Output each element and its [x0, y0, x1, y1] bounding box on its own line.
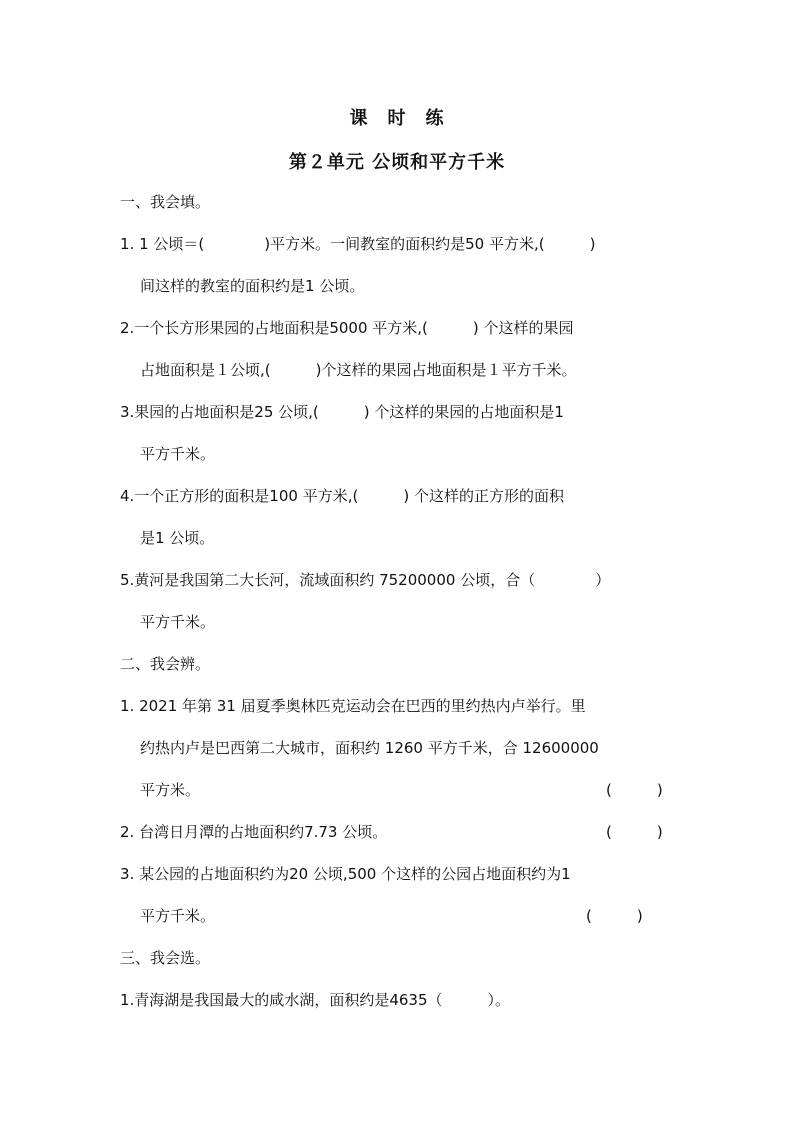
- s3-q1-line1: 1.青海湖是我国最大的咸水湖，面积约是4635（ ）。: [120, 991, 510, 1009]
- s2-q1-line2: 约热内卢是巴西第二大城市，面积约 1260 平方千米，合 12600000: [140, 739, 599, 757]
- s1-q4-line1: 4.一个正方形的面积是100 平方米,( ) 个这样的正方形的面积: [120, 487, 564, 505]
- s1-q4-line2: 是1 公顷。: [140, 529, 215, 547]
- s2-q1-line3: 平方米。: [140, 781, 201, 799]
- section3-heading: 三、我会选。: [120, 949, 211, 967]
- s1-q3-line2: 平方千米。: [140, 445, 216, 463]
- s2-q3-line1: 3. 某公园的占地面积约为20 公顷,500 个这样的公园占地面积约为1: [120, 865, 571, 883]
- s1-q2-line2: 占地面积是１公顷,( )个这样的果园占地面积是１平方千米。: [140, 361, 577, 379]
- s2-q1-line1: 1. 2021 年第 31 届夏季奥林匹克运动会在巴西的里约热内卢举行。里: [120, 697, 586, 715]
- s2-q3-answer-box[interactable]: ( ): [586, 907, 643, 925]
- s2-q1-answer-box[interactable]: ( ): [606, 781, 663, 799]
- s1-q5-line2: 平方千米。: [140, 613, 216, 631]
- page-title: 课 时 练: [349, 108, 445, 129]
- s2-q3-line2: 平方千米。: [140, 907, 216, 925]
- s2-q2-answer-box[interactable]: ( ): [606, 823, 663, 841]
- section2-heading: 二、我会辨。: [120, 655, 211, 673]
- s1-q1-line2: 间这样的教室的面积约是1 公顷。: [140, 277, 365, 295]
- s1-q1-line1: 1. 1 公顷＝( )平方米。一间教室的面积约是50 平方米,( ): [120, 235, 596, 253]
- s1-q3-line1: 3.果园的占地面积是25 公顷,( ) 个这样的果园的占地面积是1: [120, 403, 564, 421]
- unit-subtitle: 第２单元 公顷和平方千米: [288, 152, 506, 173]
- s1-q2-line1: 2.一个长方形果园的占地面积是5000 平方米,( ) 个这样的果园: [120, 319, 574, 337]
- section1-heading: 一、我会填。: [120, 193, 211, 211]
- s1-q5-line1: 5.黄河是我国第二大长河，流域面积约 75200000 公顷，合（ ）: [120, 571, 611, 589]
- s2-q2-line1: 2. 台湾日月潭的占地面积约7.73 公顷。: [120, 823, 388, 841]
